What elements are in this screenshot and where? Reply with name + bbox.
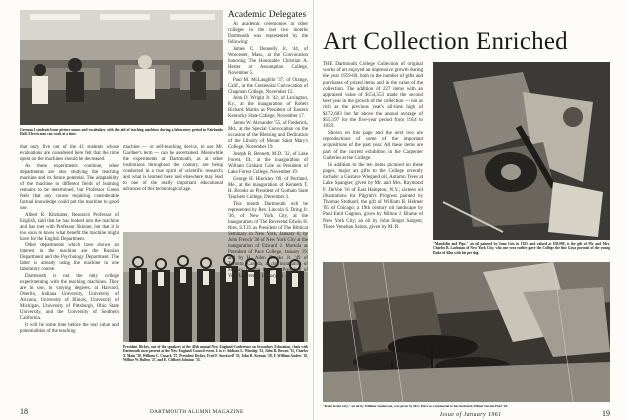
paragraph: This month Dartmouth will be represented by Rev. Lincoln S. Dring Jr. '36, of New York City, at the inauguration of The Reverend Edwin H. Ries, S.T.D. as President of The Biblical Seminary in New York, January 8; by John French '36 of New York City at the inauguration of Edward J. Mortola as President of Pace College, January 19; and by H. Allen Brooks Jr. '49 of Toronto, Canada, at the installation of Murray George Ross as President of York University, January 24. xyxy=(228,201,308,279)
paragraph: Other departments which have shown an interest in the machine are the Russian Department and the Psychology Department. The latter is already using the machine in one laboratory course. xyxy=(20,243,119,273)
paragraph: that only five out of the 41 students whose evaluations are considered here felt that the time spent on the machines should be decreased. xyxy=(20,145,119,162)
paragraph: machine — or self-teaching device, to use Mr. Gardner's term — can be ascertained. Meanwhile the experiments at Dartmouth, as at other institutions throughout the country, are being conducted in a true spirit of scientific research; and what is learned here and elsewhere may lead to one of the really important educational advances of this technological age. xyxy=(123,145,223,192)
paragraph: George H. Hinckley '09, of Portland, Me., at the inauguration of Kenneth T. H. Brooks as President of Gorham State Teachers College, December 3. xyxy=(228,176,308,200)
paragraph: James W. Alexander '55, of Frederick, Md., at the Special Convocation on the occasion of the Blessing and Dedication of the Library of Mount Saint Mary's College, November 19. xyxy=(228,121,308,151)
paragraph: As these experiments continue, other departments are also studying the teaching machine and its future potential. The adaptability of the machine to different fields of learning remains to be determined, but Professor Green feels that any course requiring considerable factual knowledge could put the machine to good use. xyxy=(20,163,119,211)
paragraph: It will be some time before the real value and potentialities of the teaching xyxy=(20,322,119,334)
page-number-left: 18 xyxy=(20,407,28,416)
paragraph: Dartmouth is not the only college experimenting with the teaching machines. They are in use, in varying degrees, at Harvard, Oberlin, Indiana University, University of Arizona, University of Illinois, University of Michigan, University of Pittsburgh, Ohio State University, and the University of Southern California. xyxy=(20,274,119,322)
article-title: Art Collection Enriched xyxy=(323,28,568,55)
delegates-column xyxy=(228,22,308,279)
painting-mandolin-and-pipe xyxy=(433,62,610,240)
painting-rain-in-the-city xyxy=(323,262,610,402)
paragraph: THE Dartmouth College Collection of original works of art enjoyed an impressive growth during the year 1959-60, both in the number of gifts and purchases of prized items and in the value of the collection. The addition of 227 items with an appraised value of $154,553 made the second best year in the growth of the collection — not as rich as the previous year's all-time high of $172,683 but far above the annual average of $55,197 for the five-year period from 1954 to 1959. xyxy=(323,62,423,130)
photo2-caption: President Dickey, one of the speakers at the 40th annual New England Conference on Secondary Education, chats with Dartmouth men present at the New England Council event. L to r: Addison L. Winship '32, John R. Bowen '35, Charles T. Main '38, William C. Cusack '27, President Dickey, Fred F. Stockwell '33, John R. Keenan '28, F. William Andres '19, Wilbur W. Bullen '27, and E. Clifford Johnson '35. xyxy=(123,345,308,363)
photo1-caption: German I students learn picture nouns and vocabulary with the aid of teaching machines during a laboratory period in Fairbanks Hall. Eleven men can work at a time. xyxy=(20,128,223,137)
painting1-caption: "Mandolin and Pipe," an oil painted by Juan Gris in 1925 and valued at $30,000, is the gift of Mr. and Mrs. Charles B. Lachman of New York City, who one year earlier gave the College the fine Goya portrait of the young Duke of Alba with his pet dog. xyxy=(433,242,610,255)
paragraph: Paul M. McLaughlin '37, of Orange, Calif., at the Centennial Convocation of Chapman College, November 15. xyxy=(228,77,308,95)
page-gutter xyxy=(313,0,314,420)
classroom-photo xyxy=(20,10,223,125)
section-title: Academic Delegates xyxy=(227,10,307,20)
issue-line: Issue of January 1961 xyxy=(440,412,502,418)
painting2-caption: "Rain in the City," an oil by William Sanderson, was given by Mrs. Hart as a memorial to her husband, Milton Novem Hart '03. xyxy=(323,404,509,408)
paragraph: Shown on this page and the next two are reproductions of some of the important acquisitions of the past year. All these items are part of the current exhibition in the Carpenter Galleries at the College. xyxy=(323,131,423,161)
page-number-right: 19 xyxy=(602,409,610,418)
paragraph: Albert R. Kitzhaber, Research Professor of English, said that he has looked into the machine and has met with Professor Skinner, but that it is too soon to know what benefit the machine might have for the English Department. xyxy=(20,212,119,242)
paragraph: In addition to the ten items pictured on these pages, major art gifts to the College recently include: a Gustave Wiegand oil, Autumn Trees at Lake Spangler, given by Mr. and Mrs. Raymond F. DeVoe '16 of East Hampton, N.Y.; sixteen oil illustrations for Pilgrim's Progress painted by Thomas Stothard, the gift of William B. Helmer '05 of Chicago; a 19th century oil landscape by Paul Emil Gagnon, given by Milton J. Blume of New York City; an oil by John Singer Sargent, Three Venetian Saints, given by M. R. xyxy=(323,162,423,230)
paragraph: James C. Donnelly Jr. '44, of Worcester, Mass., at the Convocation honoring The Honorable Christian A. Herter at Assumption College, November 5. xyxy=(228,46,308,76)
paragraph: At academic ceremonies at other colleges in the last two months Dartmouth was represented by the following: xyxy=(228,22,308,45)
left-column-2 xyxy=(123,145,223,227)
paragraph: John D. Wright Jr. '42, of Lexington, Ky., at the inauguration of Robert Richard Martin as President of Eastern Kentucky State College, November 17. xyxy=(228,96,308,120)
magazine-footer: DARTMOUTH ALUMNI MAGAZINE xyxy=(150,409,244,415)
paragraph: Joseph R. Bennett, M.D. '32, of Lake Forest, Ill., at the inauguration of William Graham Cole as President of Lake Forest College, November 19. xyxy=(228,151,308,175)
left-column-1 xyxy=(20,145,119,407)
